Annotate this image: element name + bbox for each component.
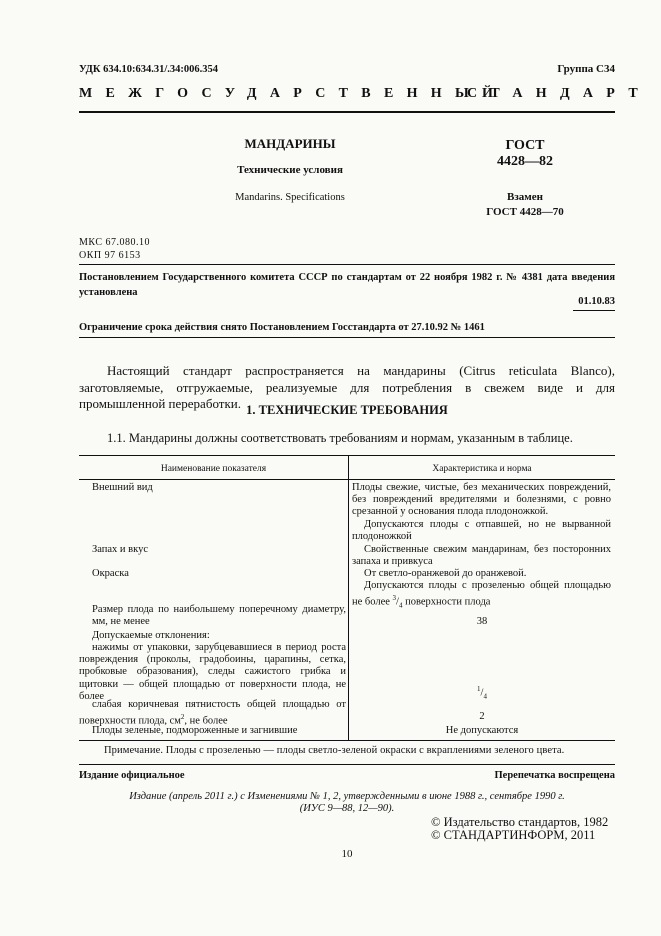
standard-label: СТАНДАРТ <box>467 86 651 101</box>
limit-text: Ограничение срока действия снято Постановлением Госстандарта от 27.10.92 № 1461 <box>79 322 485 333</box>
row-appearance-name: Внешний вид <box>92 482 153 493</box>
copyright-1982: © Издательство стандартов, 1982 <box>431 815 609 829</box>
section-heading: 1. ТЕХНИЧЕСКИЕ ТРЕБОВАНИЯ <box>246 403 448 417</box>
official-edition: Издание официальное <box>79 770 185 781</box>
table-header-value: Характеристика и норма <box>432 464 532 474</box>
header-rule <box>79 111 615 113</box>
row-green-name: Плоды зеленые, подмороженные и загнившие <box>92 725 298 736</box>
gost-label: ГОСТ <box>505 138 545 153</box>
table-note: Примечание. Плоды с прозеленью — плоды светло-зеленой окраски с вкраплениями зеленого цвета. <box>104 745 565 756</box>
doc-subtitle: Технические условия <box>237 164 343 176</box>
udk-code: УДК 634.10:634.31/.34:006.354 <box>79 64 219 75</box>
edition-info: Издание (апрель 2011 г.) с Изменениями № 1, 2, утвержденными в июне 1988 г., сентябре 1990 г. <box>129 791 565 802</box>
row-smell-name: Запах и вкус <box>92 544 149 555</box>
color-value-allowed: Допускаются плоды с прозеленью общей площадью не более $^3/_4$ поверхности плода <box>352 580 611 610</box>
color-value-main: От светло-оранжевой до оранжевой. <box>364 568 527 579</box>
doc-title: МАНДАРИНЫ <box>244 136 336 151</box>
group-code: Группа С34 <box>557 63 615 75</box>
clause-1-1: 1.1. Мандарины должны соответствовать требованиям и нормам, указанным в таблице. <box>107 431 573 445</box>
intro-paragraph: Настоящий стандарт распространяется на мандарины (Citrus reticulata Blanco), заготовляемые, отгружаемые, реализуемые для потребления в свежем виде и для промышленной переработки. <box>79 363 615 411</box>
interstate-label: МЕЖГОСУДАРСТВЕННЫЙ <box>79 86 507 101</box>
okp-code: ОКП 97 6153 <box>79 250 141 261</box>
row-smell-value: Свойственные свежим мандаринам, без посторонних запаха и привкуса <box>352 544 611 568</box>
reprint-forbidden: Перепечатка воспрещена <box>494 770 615 781</box>
resolution-rule <box>79 337 615 338</box>
row-spots-name: слабая коричневая пятнистость общей площадью от поверхности плода, $см^2$, не более <box>79 699 346 727</box>
effective-date: 01.10.83 <box>578 296 615 307</box>
table-header-name: Наименование показателя <box>160 464 267 474</box>
replaces-label: Взамен <box>507 191 543 203</box>
row-color-name: Окраска <box>92 568 129 579</box>
note-rule <box>79 764 615 765</box>
row-deviations-value: $^1/_4$ <box>477 685 487 701</box>
codes-rule <box>79 264 615 265</box>
row-deviations-sub: нажимы от упаковки, зарубцевавшиеся в период роста повреждения (проколы, градобоины, царапины, сетка, пробковые образования), следы сажистого грибка и щитовки — общей площадью от поверхности плода, не более <box>79 642 346 702</box>
gost-number: 4428—82 <box>497 154 553 169</box>
row-size-value: 38 <box>476 616 488 627</box>
replaces-standard: ГОСТ 4428—70 <box>486 206 564 218</box>
doc-english-title: Mandarins. Specifications <box>235 192 345 203</box>
ius-info: (ИУС 9—88, 12—90). <box>299 803 395 814</box>
date-underline <box>573 310 615 311</box>
row-deviations-name: Допускаемые отклонения: <box>92 630 210 641</box>
row-green-value: Не допускаются <box>445 725 519 736</box>
appearance-value-allowed: Допускаются плоды с отпавшей, но не вырванной плодоножкой <box>352 518 611 542</box>
appearance-value-main: Плоды свежие, чистые, без механических повреждений, без повреждений вредителями и болезнями, с ровно срезанной у основания плода плодоножкой. <box>352 482 611 518</box>
row-spots-value: 2 <box>479 711 485 722</box>
page-number: 10 <box>341 848 353 860</box>
mks-code: МКС 67.080.10 <box>79 237 150 248</box>
row-size-name: Размер плода по наибольшему поперечному диаметру, мм, не менее <box>92 604 346 628</box>
copyright-2011: © СТАНДАРТИНФОРМ, 2011 <box>431 828 596 842</box>
row-color-value <box>352 568 611 612</box>
row-appearance-value <box>352 482 611 543</box>
resolution-text: Постановлением Государственного комитета СССР по стандартам от 22 ноября 1982 г. № 4381 дата введения установлена <box>79 272 615 298</box>
